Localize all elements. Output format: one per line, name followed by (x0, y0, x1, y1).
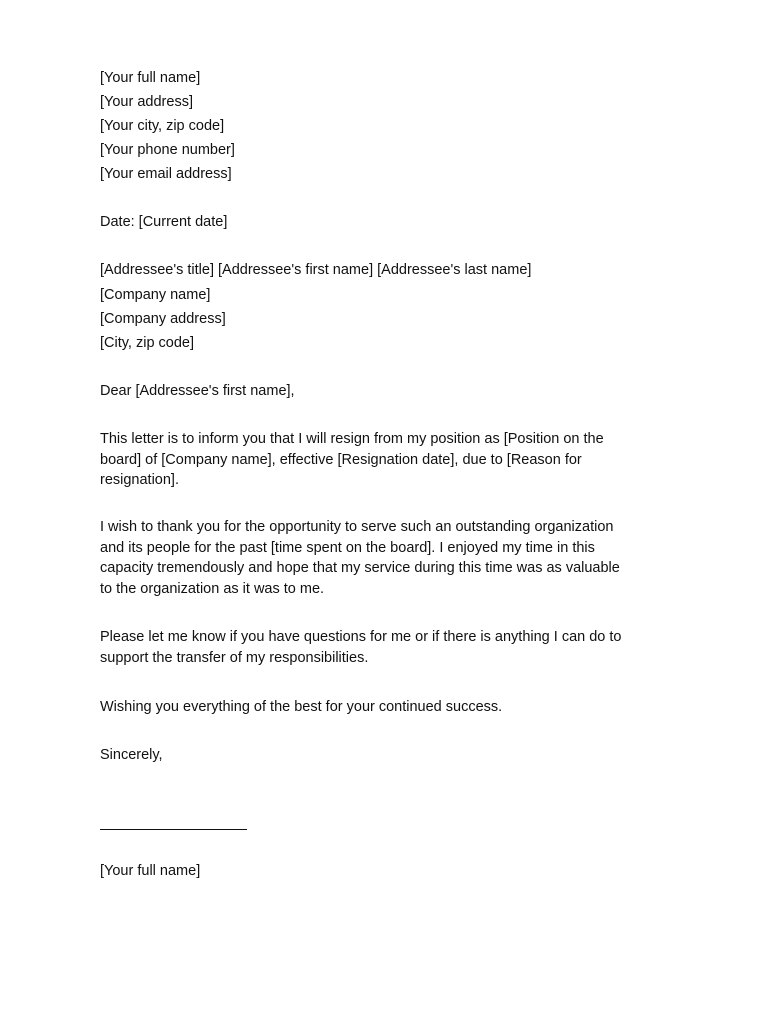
body-paragraph-3 (100, 627, 670, 668)
salutation: Dear [Addressee's first name], (100, 383, 295, 399)
sender-phone: [Your phone number] (100, 142, 235, 158)
date-line: Date: [Current date] (100, 214, 228, 230)
paragraph-3-line-2: support the transfer of my responsibilities. (100, 649, 369, 666)
closing: Sincerely, (100, 747, 163, 763)
recipient-city-zip: [City, zip code] (100, 335, 195, 351)
paragraph-1-line-2: board] of [Company name], effective [Resignation date], due to [Reason for (100, 451, 582, 468)
paragraph-1-line-1: This letter is to inform you that I will resign from my position as [Position on the (100, 431, 604, 447)
body-paragraph-4: Wishing you everything of the best for your continued success. (100, 699, 503, 715)
paragraph-3-line-1: Please let me know if you have questions for me or if there is anything I can do to (100, 629, 622, 645)
paragraph-2-line-1: I wish to thank you for the opportunity to serve such an outstanding organization (100, 519, 614, 535)
recipient-company-name: [Company name] (100, 287, 211, 303)
signature-name: [Your full name] (100, 863, 201, 879)
sender-address: [Your address] (100, 94, 193, 110)
recipient-title-name: [Addressee's title] [Addressee's first name] [Addressee's last name] (100, 262, 532, 278)
paragraph-2-line-3: capacity tremendously and hope that my service during this time was as valuable (100, 560, 620, 576)
paragraph-1-line-3: resignation]. (100, 472, 179, 488)
paragraph-2-line-2: and its people for the past [time spent on the board]. I enjoyed my time in this (100, 539, 595, 556)
paragraph-2-line-4: to the organization as it was to me. (100, 580, 325, 597)
signature-line (100, 829, 247, 830)
recipient-company-address: [Company address] (100, 311, 226, 327)
sender-email: [Your email address] (100, 166, 232, 182)
sender-name: [Your full name] (100, 70, 201, 86)
sender-city-zip: [Your city, zip code] (100, 118, 225, 134)
body-paragraph-2 (100, 517, 670, 599)
body-paragraph-1 (100, 429, 670, 491)
